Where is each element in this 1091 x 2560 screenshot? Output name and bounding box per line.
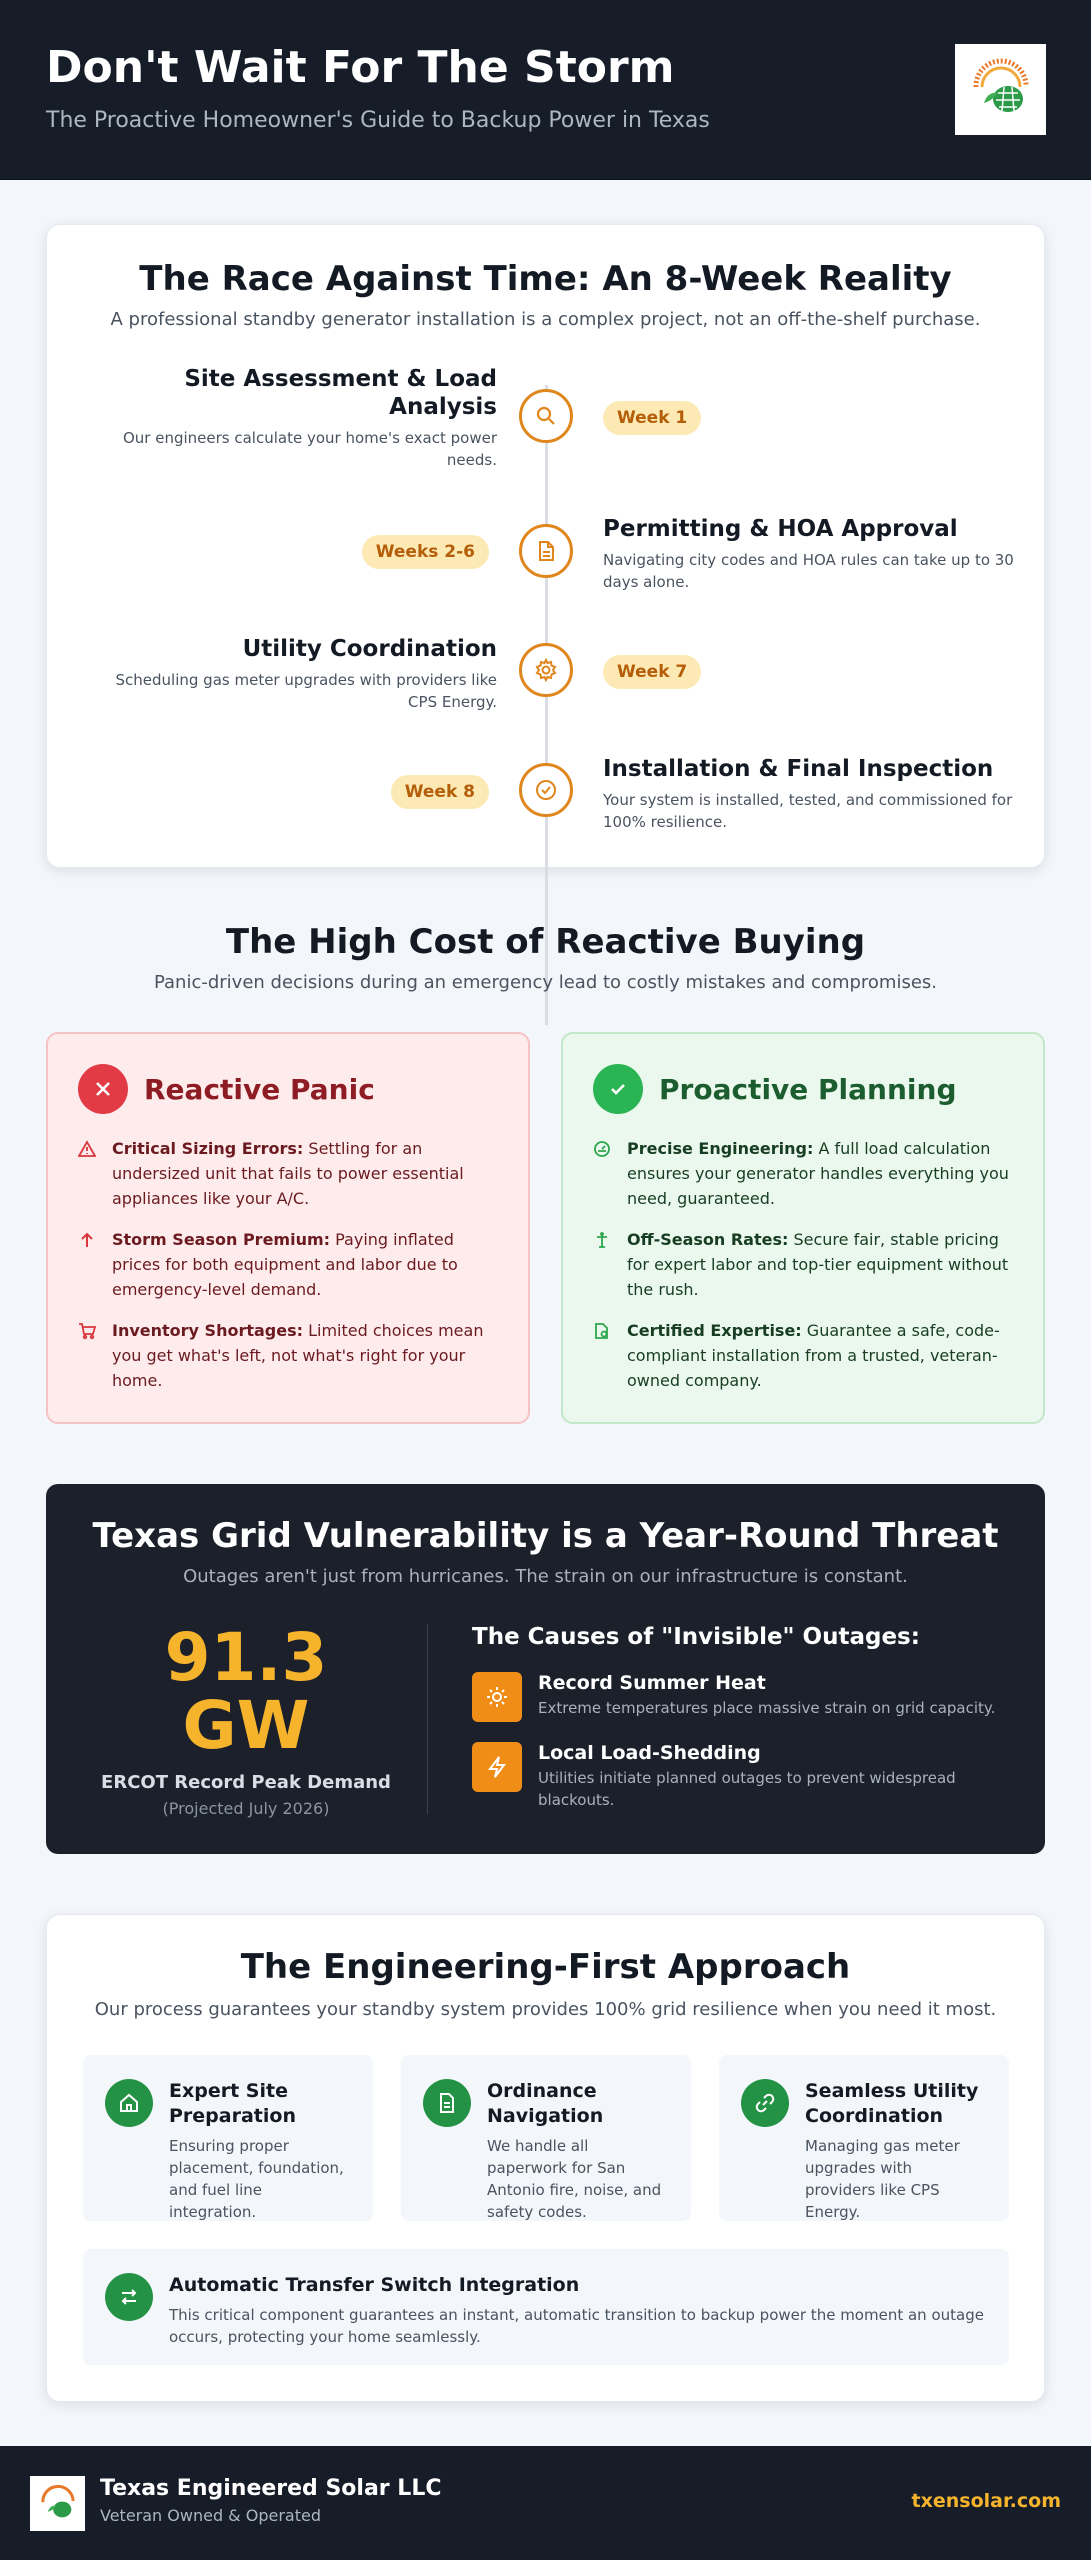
step-desc: Navigating city codes and HOA rules can take up to 30 days alone. <box>603 551 1014 591</box>
compare-title: The High Cost of Reactive Buying <box>225 922 866 962</box>
list-item <box>593 1136 1013 1211</box>
week-badge: Weeks 2-6 <box>362 535 489 569</box>
item-bold: Storm Season Premium: <box>112 1230 331 1249</box>
check-icon <box>593 1064 643 1114</box>
causes-title: The Causes of "Invisible" Outages: <box>472 1624 920 1650</box>
document-icon <box>423 2079 471 2127</box>
item-text: Paying inflated prices for both equipment and labor due to emergency-level demand. <box>112 1230 458 1299</box>
approach-item <box>83 2055 373 2221</box>
timeline-card <box>46 224 1045 868</box>
approach-item-title: Ordinance Navigation <box>487 2080 604 2127</box>
reactive-panel <box>46 1032 530 1424</box>
item-text: Limited choices mean you get what's left, not what's right for your home. <box>112 1321 484 1390</box>
timeline-step-2 <box>603 515 1023 593</box>
timeline-step-1 <box>87 365 497 471</box>
proactive-panel <box>561 1032 1045 1424</box>
approach-item <box>719 2055 1009 2221</box>
compare-lead: Panic-driven decisions during an emergency lead to costly mistakes and compromises. <box>153 972 938 993</box>
item-bold: Certified Expertise: <box>627 1321 802 1340</box>
page-title: Don't Wait For The Storm <box>46 42 675 93</box>
grid-lead: Outages aren't just from hurricanes. The strain on our infrastructure is constant. <box>183 1566 908 1587</box>
link-icon <box>741 2079 789 2127</box>
sun-icon <box>472 1672 522 1722</box>
company-logo <box>955 44 1046 135</box>
page-subtitle: The Proactive Homeowner's Guide to Backup Power in Texas <box>46 108 710 133</box>
stat-unit: GW <box>182 1687 310 1764</box>
stat-label: ERCOT Record Peak Demand <box>101 1772 391 1793</box>
certificate-icon <box>593 1318 613 1393</box>
reactive-title: Reactive Panic <box>144 1072 375 1106</box>
item-text: Secure fair, stable pricing for expert labor and top-tier equipment without the rush. <box>627 1230 1009 1299</box>
balance-icon <box>593 1227 613 1302</box>
stat-value: 91.3 <box>164 1619 328 1696</box>
approach-item-title: Seamless Utility Coordination <box>805 2080 979 2127</box>
cause-item <box>472 1672 1012 1722</box>
approach-item <box>401 2055 691 2221</box>
timeline-title: The Race Against Time: An 8-Week Reality <box>139 259 952 299</box>
lightning-icon <box>472 1742 522 1792</box>
timeline-step-3 <box>87 635 497 713</box>
week-badge: Week 7 <box>603 655 701 689</box>
footer-website-link[interactable]: txensolar.com <box>911 2490 1061 2512</box>
step-title: Site Assessment & Load Analysis <box>184 366 497 420</box>
timeline-step-4 <box>603 755 1023 833</box>
approach-title: The Engineering-First Approach <box>240 1947 851 1987</box>
timeline-lead: A professional standby generator installation is a complex project, not an off-the-shelf purchase. <box>110 309 981 330</box>
approach-item-desc: Ensuring proper placement, foundation, and fuel line integration. <box>169 2137 344 2221</box>
list-item <box>78 1227 498 1302</box>
cause-item <box>472 1742 1012 1811</box>
grid-title: Texas Grid Vulnerability is a Year-Round Threat <box>92 1516 999 1556</box>
document-icon <box>519 524 573 578</box>
footer-company: Texas Engineered Solar LLC <box>100 2476 442 2501</box>
footer-tagline: Veteran Owned & Operated <box>100 2506 321 2525</box>
step-title: Utility Coordination <box>242 636 497 662</box>
home-icon <box>105 2079 153 2127</box>
item-bold: Critical Sizing Errors: <box>112 1139 304 1158</box>
step-desc: Our engineers calculate your home's exact power needs. <box>122 429 497 469</box>
warning-icon <box>78 1136 98 1211</box>
cause-desc: Utilities initiate planned outages to prevent widespread blackouts. <box>538 1769 956 1809</box>
approach-item-title: Automatic Transfer Switch Integration <box>169 2274 580 2296</box>
list-item <box>78 1136 498 1211</box>
step-desc: Scheduling gas meter upgrades with providers like CPS Energy. <box>115 671 497 711</box>
switch-arrows-icon <box>105 2273 153 2321</box>
week-badge: Week 1 <box>603 401 701 435</box>
check-circle-icon <box>519 763 573 817</box>
approach-item-desc: Managing gas meter upgrades with providers like CPS Energy. <box>805 2137 960 2221</box>
cart-icon <box>78 1318 98 1393</box>
footer-logo <box>30 2476 85 2531</box>
list-item <box>78 1318 498 1393</box>
cause-title: Record Summer Heat <box>538 1672 766 1694</box>
step-desc: Your system is installed, tested, and commissioned for 100% resilience. <box>603 791 1013 831</box>
stat-note: (Projected July 2026) <box>162 1799 330 1818</box>
approach-item-wide <box>83 2249 1009 2365</box>
item-text: Guarantee a safe, code-compliant installation from a trusted, veteran-owned company. <box>627 1321 1000 1390</box>
list-item <box>593 1227 1013 1302</box>
approach-card <box>46 1914 1045 2402</box>
approach-lead: Our process guarantees your standby system provides 100% grid resilience when you need it most. <box>94 1999 997 2020</box>
list-item <box>593 1318 1013 1393</box>
item-bold: Inventory Shortages: <box>112 1321 304 1340</box>
divider <box>427 1624 428 1814</box>
approach-item-desc: We handle all paperwork for San Antonio fire, noise, and safety codes. <box>487 2137 662 2221</box>
step-title: Installation & Final Inspection <box>603 756 994 782</box>
gauge-icon <box>593 1136 613 1211</box>
page-footer <box>0 2446 1091 2560</box>
page-header <box>0 0 1091 180</box>
close-icon <box>78 1064 128 1114</box>
approach-item-desc: This critical component guarantees an instant, automatic transition to backup power the moment an outage occurs, protecting your home seamlessly. <box>169 2306 984 2346</box>
grid-threat-section <box>46 1484 1045 1854</box>
gear-icon <box>519 643 573 697</box>
stat-block <box>76 1619 416 1818</box>
causes-block <box>472 1624 1012 1811</box>
arrow-up-icon <box>78 1227 98 1302</box>
item-bold: Off-Season Rates: <box>627 1230 789 1249</box>
proactive-title: Proactive Planning <box>659 1072 957 1106</box>
week-badge: Week 8 <box>391 775 489 809</box>
item-bold: Precise Engineering: <box>627 1139 814 1158</box>
cause-title: Local Load-Shedding <box>538 1742 761 1764</box>
search-icon <box>519 389 573 443</box>
cause-desc: Extreme temperatures place massive strain on grid capacity. <box>538 1699 996 1717</box>
item-text: A full load calculation ensures your generator handles everything you need, guaranteed. <box>627 1139 1009 1208</box>
approach-item-title: Expert Site Preparation <box>169 2080 296 2127</box>
step-title: Permitting & HOA Approval <box>603 516 958 542</box>
item-text: Settling for an undersized unit that fails to power essential appliances like your A/C. <box>112 1139 464 1208</box>
